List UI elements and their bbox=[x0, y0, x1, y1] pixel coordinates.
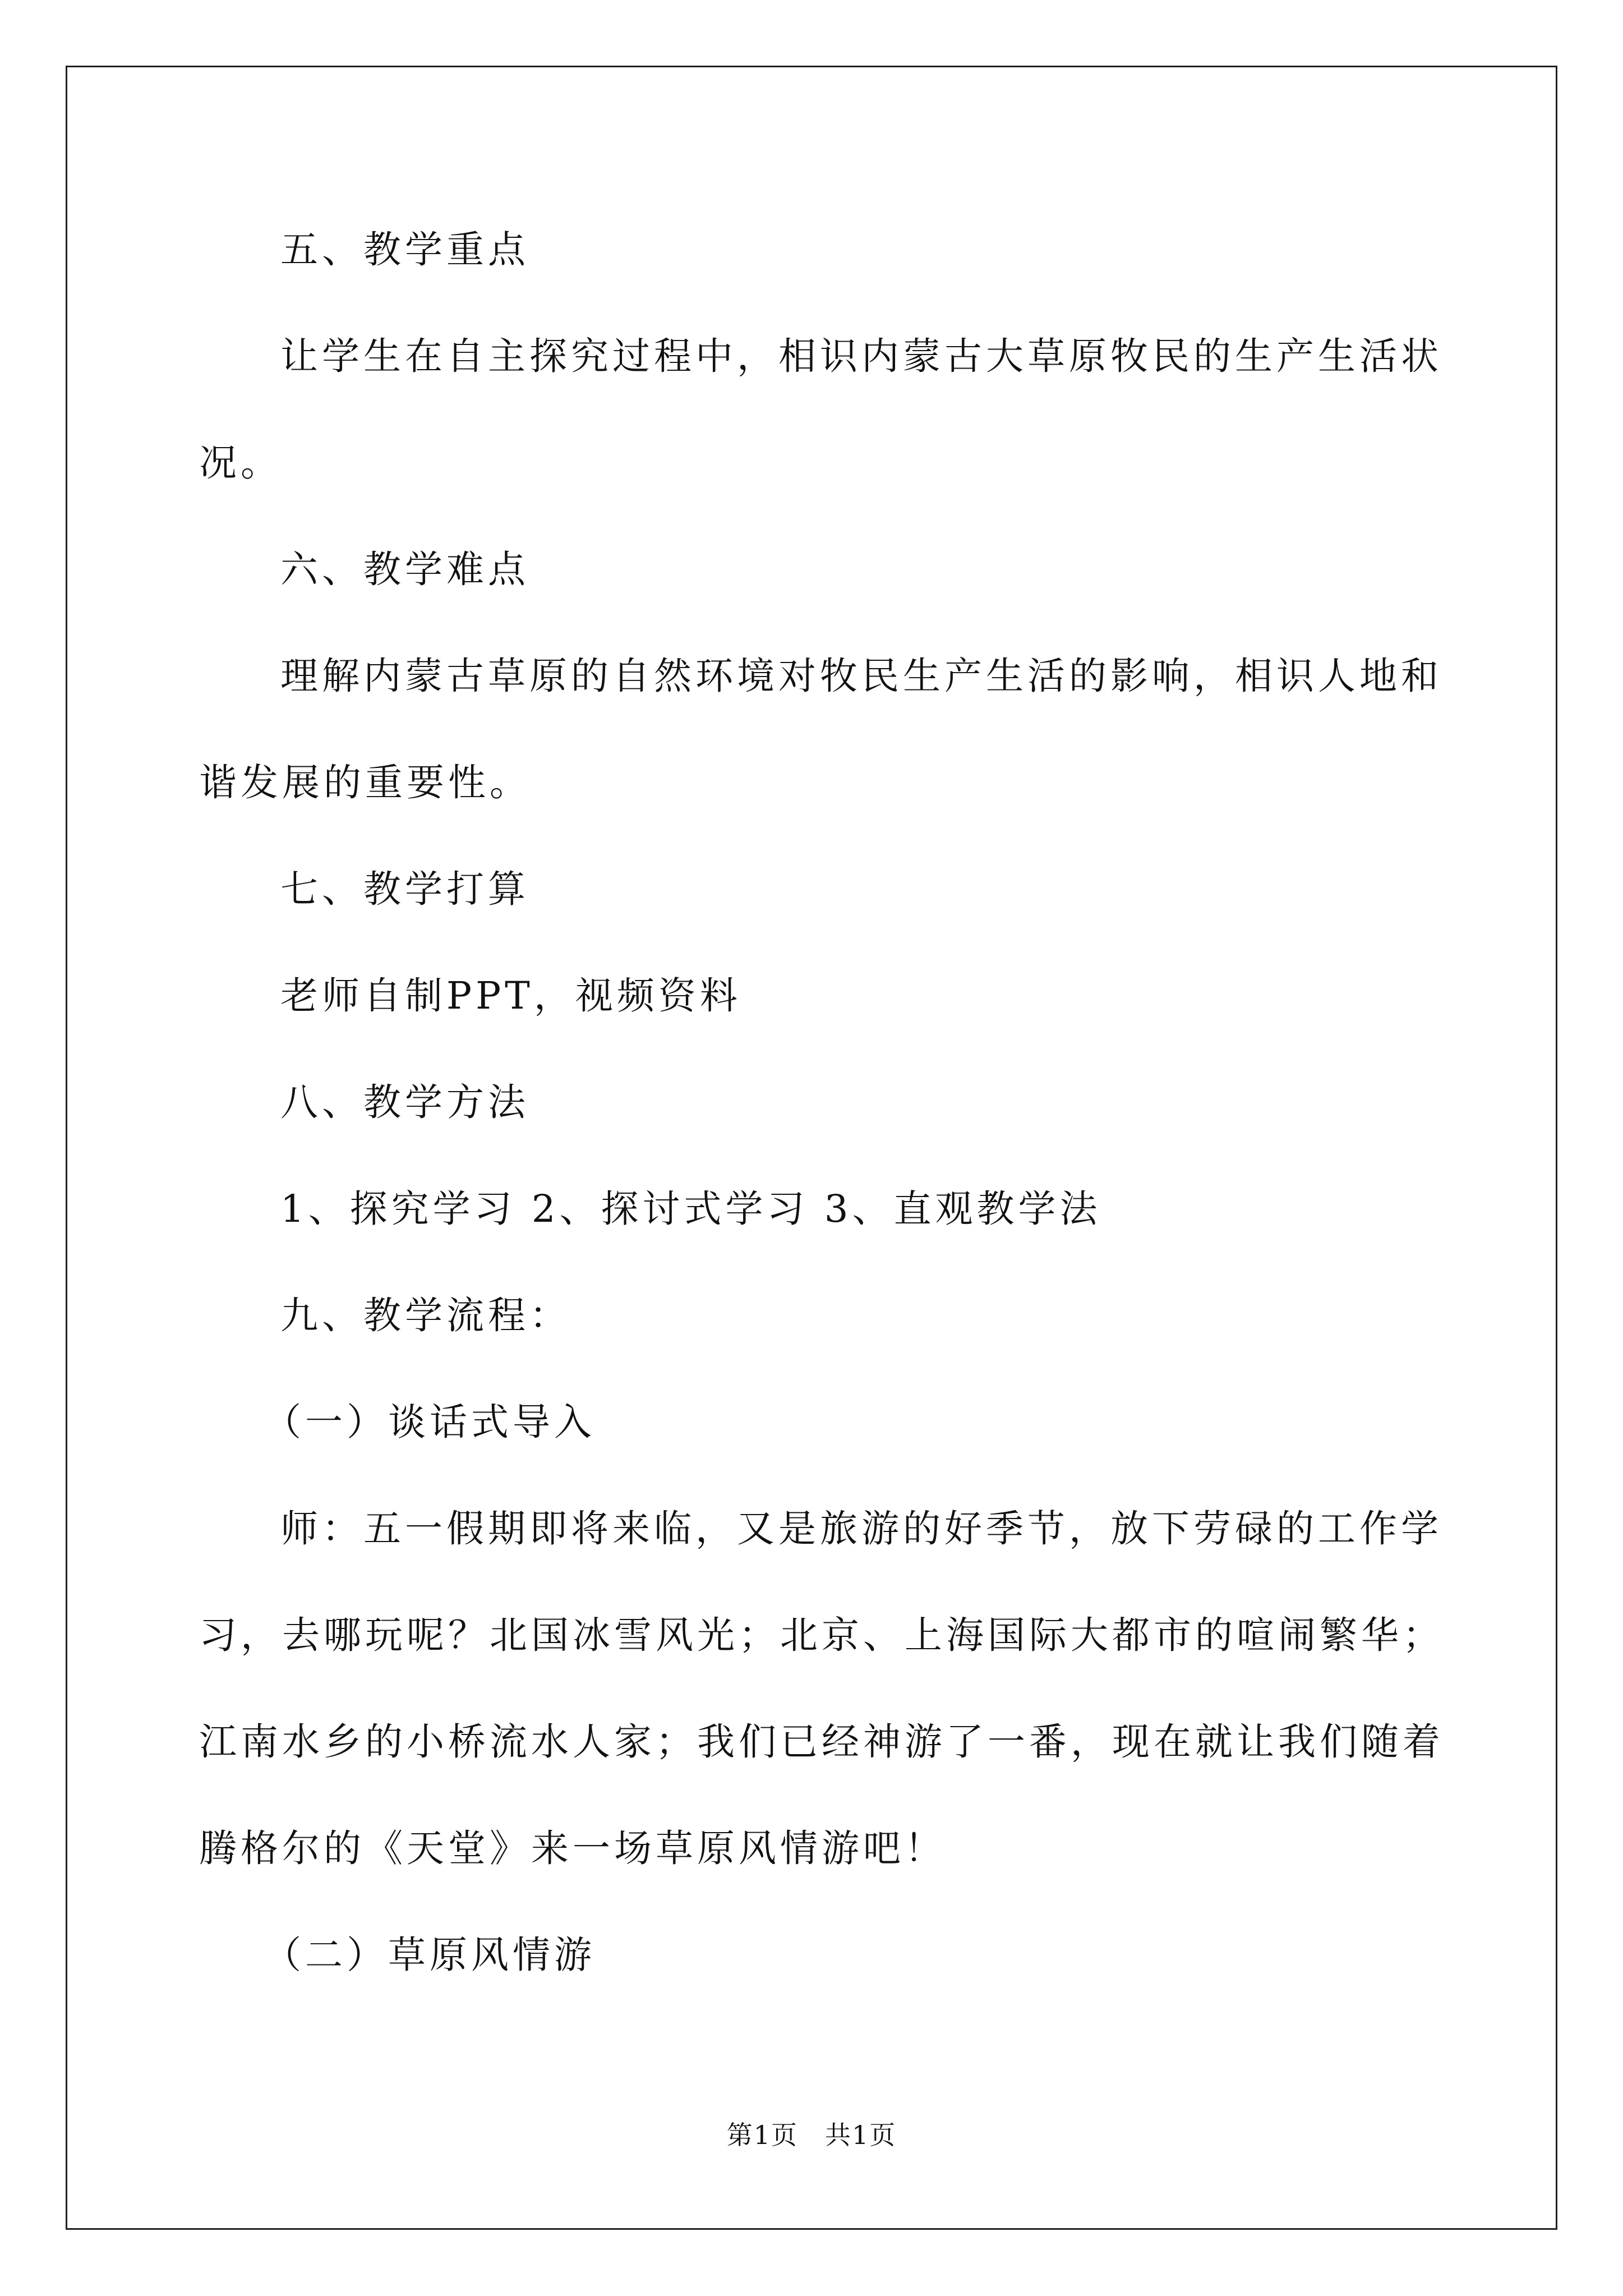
paragraph-line: 让学生在自主探究过程中，相识内蒙古大草原牧民的生产生活状 bbox=[280, 334, 1442, 378]
page-footer bbox=[0, 2119, 1623, 2151]
paragraph-line: 况。 bbox=[199, 441, 282, 485]
heading-teaching-focus: 五、教学重点 bbox=[280, 228, 529, 272]
heading-teaching-methods: 八、教学方法 bbox=[280, 1080, 529, 1124]
page-total: 共1页 bbox=[825, 2120, 897, 2150]
heading-teaching-difficulty: 六、教学难点 bbox=[280, 547, 529, 591]
heading-teaching-process: 九、教学流程： bbox=[280, 1294, 571, 1337]
paragraph-line: 老师自制PPT，视频资料 bbox=[280, 974, 741, 1018]
heading-teaching-preparation: 七、教学打算 bbox=[280, 867, 529, 911]
page-number: 第1页 bbox=[726, 2120, 798, 2150]
page-border bbox=[66, 66, 1557, 2230]
paragraph-line: 习，去哪玩呢？北国冰雪风光；北京、上海国际大都市的喧闹繁华； bbox=[199, 1613, 1444, 1657]
paragraph-line: 师：五一假期即将来临，又是旅游的好季节，放下劳碌的工作学 bbox=[280, 1507, 1442, 1550]
paragraph-line: 1、探究学习 2、探讨式学习 3、直观教学法 bbox=[280, 1187, 1101, 1231]
paragraph-line: 江南水乡的小桥流水人家；我们已经神游了一番，现在就让我们随着 bbox=[199, 1720, 1444, 1764]
paragraph-line: 腾格尔的《天堂》来一场草原风情游吧！ bbox=[199, 1826, 946, 1870]
subheading-grassland-tour: （二）草原风情游 bbox=[264, 1933, 596, 1977]
paragraph-line: 理解内蒙古草原的自然环境对牧民生产生活的影响，相识人地和 bbox=[280, 654, 1442, 698]
paragraph-line: 谐发展的重要性。 bbox=[199, 761, 531, 804]
subheading-intro: （一）谈话式导入 bbox=[264, 1400, 596, 1444]
